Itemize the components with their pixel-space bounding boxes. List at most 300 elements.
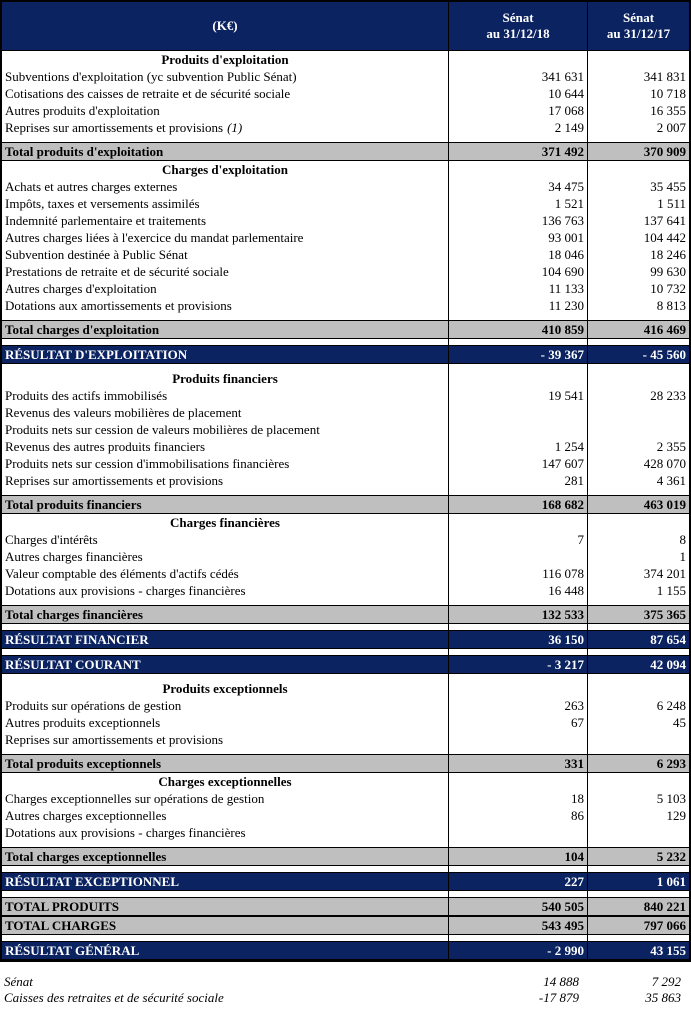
section-row	[2, 773, 689, 790]
row-label-text: Total charges exceptionnelles	[5, 849, 167, 864]
value-2017-text: 104 442	[643, 230, 686, 245]
row-label	[2, 339, 448, 345]
value-2017-text: 28 233	[650, 388, 686, 403]
value-2018-text: 116 078	[542, 566, 584, 581]
value-2017	[587, 496, 689, 513]
value-2017-text: 5 103	[656, 791, 686, 806]
row-label	[2, 143, 448, 160]
spacer-row	[2, 339, 689, 345]
value-2017	[587, 178, 689, 195]
value-2017	[587, 891, 689, 897]
spacer-row	[2, 489, 689, 495]
value-2018	[448, 339, 587, 345]
value-2017-text: 99 630	[650, 264, 686, 279]
value-2017	[587, 731, 689, 748]
value-2018	[448, 370, 587, 387]
value-2018-text: - 3 217	[547, 657, 584, 672]
row-label	[2, 346, 448, 363]
value-2018	[448, 841, 587, 847]
spacer-row	[2, 649, 689, 655]
value-2017	[587, 824, 689, 841]
row-label	[2, 161, 448, 178]
row-label-text: RÉSULTAT EXCEPTIONNEL	[5, 874, 179, 889]
data-row	[2, 455, 689, 472]
data-row	[2, 548, 689, 565]
row-label	[2, 531, 448, 548]
section-row	[2, 51, 689, 68]
row-label	[2, 773, 448, 790]
row-label	[2, 790, 448, 807]
footnote-row	[0, 990, 691, 1006]
value-2018	[448, 472, 587, 489]
value-2017	[587, 229, 689, 246]
value-2018	[448, 297, 587, 314]
col-2017-line2: au 31/12/17	[606, 26, 671, 41]
value-2018	[448, 85, 587, 102]
row-label	[2, 599, 448, 605]
spacer-row	[2, 624, 689, 630]
value-2017	[587, 773, 689, 790]
value-2018	[448, 824, 587, 841]
value-2018	[448, 195, 587, 212]
row-label-text: Valeur comptable des éléments d'actifs cédés	[5, 566, 239, 581]
value-2017-text: 16 355	[650, 103, 686, 118]
value-2018-text: 18	[571, 791, 584, 806]
value-2018-text: 341 631	[541, 69, 584, 84]
value-2017-text: 374 201	[643, 566, 686, 581]
row-label	[2, 748, 448, 754]
value-2018	[448, 773, 587, 790]
value-2017	[587, 136, 689, 142]
row-label-text: Prestations de retraite et de sécurité sociale	[5, 264, 229, 279]
data-row	[2, 263, 689, 280]
row-label-text: Autres charges financières	[5, 549, 143, 564]
section-row	[2, 514, 689, 531]
value-2018-text: 104	[564, 849, 584, 864]
footnotes	[0, 974, 691, 1006]
row-label-text: Dotations aux provisions - charges financières	[5, 583, 246, 598]
value-2018	[448, 421, 587, 438]
row-label	[2, 136, 448, 142]
value-2018	[448, 606, 587, 623]
row-label-text: Produits nets sur cession de valeurs mobilières de placement	[5, 422, 320, 437]
row-label	[2, 680, 448, 697]
value-2017	[587, 421, 689, 438]
value-2018	[448, 680, 587, 697]
value-2017	[587, 599, 689, 605]
value-2017-text: 5 232	[656, 849, 686, 864]
value-2017	[587, 848, 689, 865]
row-label-text: Charges exceptionnelles	[158, 774, 292, 789]
data-row	[2, 387, 689, 404]
row-label-text: RÉSULTAT D'EXPLOITATION	[5, 347, 188, 362]
value-2017	[587, 297, 689, 314]
value-2018-text: 104 690	[541, 264, 584, 279]
value-2017	[587, 102, 689, 119]
value-2018	[448, 631, 587, 648]
row-label-text: Total produits exceptionnels	[5, 756, 162, 771]
data-row	[2, 246, 689, 263]
value-2018	[448, 848, 587, 865]
value-2017	[587, 917, 689, 934]
value-2018	[448, 51, 587, 68]
row-label-text: Produits sur opérations de gestion	[5, 698, 182, 713]
value-2018	[448, 102, 587, 119]
value-2017	[587, 455, 689, 472]
spacer-row	[2, 866, 689, 872]
row-label-text: Produits financiers	[172, 371, 278, 386]
row-label-text: Charges financières	[170, 515, 280, 530]
value-2017	[587, 582, 689, 599]
value-2017-text: 428 070	[643, 456, 686, 471]
data-row	[2, 714, 689, 731]
value-2018-text: 86	[571, 808, 584, 823]
value-2018-text: 136 763	[541, 213, 584, 228]
row-label-text: Indemnité parlementaire et traitements	[5, 213, 207, 228]
row-label-text: Produits exceptionnels	[162, 681, 288, 696]
row-label-text: Subventions d'exploitation (yc subvention Public Sénat)	[5, 69, 297, 84]
data-row	[2, 85, 689, 102]
data-row	[2, 68, 689, 85]
section-row	[2, 680, 689, 697]
unit-label: (K€)	[212, 18, 238, 33]
total-row	[2, 897, 689, 916]
value-2018	[448, 321, 587, 338]
value-2018	[448, 68, 587, 85]
row-label-text: Total produits d'exploitation	[5, 144, 164, 159]
value-2018-text: 281	[564, 473, 584, 488]
value-2017	[587, 873, 689, 890]
row-label	[2, 387, 448, 404]
row-label	[2, 68, 448, 85]
value-2017-text: - 45 560	[642, 347, 686, 362]
row-label-text: Autres charges d'exploitation	[5, 281, 157, 296]
value-2017	[587, 565, 689, 582]
value-2018-text: 227	[564, 874, 584, 889]
value-2018	[448, 489, 587, 495]
result-row	[2, 941, 689, 960]
total-row	[2, 916, 689, 935]
row-label	[2, 314, 448, 320]
row-label-text: Autres charges liées à l'exercice du mandat parlementaire	[5, 230, 304, 245]
value-2018-text: 543 495	[541, 918, 584, 933]
value-2018	[448, 748, 587, 754]
row-label	[2, 548, 448, 565]
value-2017	[587, 489, 689, 495]
value-2017-text: 87 654	[650, 632, 686, 647]
row-label	[2, 404, 448, 421]
value-2017	[587, 472, 689, 489]
value-2017-text: 2 007	[656, 120, 686, 135]
value-2018	[448, 229, 587, 246]
row-label	[2, 438, 448, 455]
value-2018	[448, 731, 587, 748]
row-label	[2, 631, 448, 648]
row-label	[2, 866, 448, 872]
value-2018-text: 7	[577, 532, 584, 547]
value-2018-text: 2 149	[554, 120, 584, 135]
data-row	[2, 421, 689, 438]
value-2017	[587, 790, 689, 807]
data-row	[2, 404, 689, 421]
value-2018	[448, 697, 587, 714]
data-row	[2, 731, 689, 748]
value-2018	[448, 935, 587, 941]
value-2018-text: 36 150	[548, 632, 584, 647]
row-label-text: Dotations aux amortissements et provisions	[5, 298, 232, 313]
row-label	[2, 370, 448, 387]
value-2017-text: 8	[679, 532, 686, 547]
value-2018-text: 17 068	[548, 103, 584, 118]
data-row	[2, 102, 689, 119]
row-label-text: RÉSULTAT GÉNÉRAL	[5, 943, 140, 958]
value-2017	[587, 697, 689, 714]
value-2018-text: 540 505	[541, 899, 584, 914]
data-row	[2, 582, 689, 599]
data-row	[2, 472, 689, 489]
row-label	[2, 85, 448, 102]
row-label	[2, 697, 448, 714]
value-2018	[448, 280, 587, 297]
row-label	[2, 195, 448, 212]
row-label-text: Total charges financières	[5, 607, 143, 622]
row-label	[2, 824, 448, 841]
value-2017-text: 137 641	[643, 213, 686, 228]
footnote-label: Caisses des retraites et de sécurité sociale	[4, 990, 224, 1005]
value-2018	[448, 755, 587, 772]
value-2017	[587, 404, 689, 421]
value-2017-text: 10 718	[650, 86, 686, 101]
col-2018-line1: Sénat	[502, 10, 534, 25]
value-2017	[587, 942, 689, 959]
row-label-text: Subvention destinée à Public Sénat	[5, 247, 188, 262]
value-2017	[587, 748, 689, 754]
value-2018	[448, 246, 587, 263]
value-2017	[587, 246, 689, 263]
footnote-value-2017: 35 863	[645, 990, 681, 1005]
value-2017	[587, 531, 689, 548]
row-label	[2, 514, 448, 531]
row-label	[2, 472, 448, 489]
section-row	[2, 370, 689, 387]
row-label	[2, 898, 448, 915]
value-2017	[587, 263, 689, 280]
value-2018-text: 371 492	[541, 144, 584, 159]
data-row	[2, 438, 689, 455]
value-2017	[587, 339, 689, 345]
value-2017-text: 8 813	[656, 298, 686, 313]
value-2018-text: 1 521	[554, 196, 584, 211]
value-2018-text: 19 541	[548, 388, 584, 403]
result-row	[2, 345, 689, 364]
value-2017-text: 45	[673, 715, 686, 730]
row-label	[2, 917, 448, 934]
row-label	[2, 606, 448, 623]
footnote-value-2018: -17 879	[538, 990, 579, 1005]
value-2017	[587, 514, 689, 531]
value-2018	[448, 649, 587, 655]
value-2017	[587, 387, 689, 404]
spacer-row	[2, 599, 689, 605]
row-label	[2, 935, 448, 941]
total-row	[2, 847, 689, 866]
total-row	[2, 605, 689, 624]
row-label-text: RÉSULTAT COURANT	[5, 657, 141, 672]
row-label	[2, 496, 448, 513]
table-header	[2, 2, 689, 51]
value-2018	[448, 387, 587, 404]
value-2017	[587, 68, 689, 85]
row-label-text: RÉSULTAT FINANCIER	[5, 632, 149, 647]
row-label-text: Impôts, taxes et versements assimilés	[5, 196, 200, 211]
row-label	[2, 565, 448, 582]
value-2018	[448, 263, 587, 280]
value-2017	[587, 143, 689, 160]
value-2018-text: 263	[564, 698, 584, 713]
spacer-row	[2, 935, 689, 941]
col-2018-line2: au 31/12/18	[486, 26, 550, 41]
row-label-text: Revenus des valeurs mobilières de placement	[5, 405, 242, 420]
row-label-text: Autres produits d'exploitation	[5, 103, 160, 118]
value-2017	[587, 714, 689, 731]
value-2017	[587, 548, 689, 565]
value-2017-text: 4 361	[656, 473, 686, 488]
value-2017-text: 1 155	[656, 583, 686, 598]
value-2017	[587, 119, 689, 136]
value-2017	[587, 656, 689, 673]
value-2017-text: 375 365	[643, 607, 686, 622]
value-2017-text: 10 732	[650, 281, 686, 296]
data-row	[2, 697, 689, 714]
row-label-text: TOTAL PRODUITS	[5, 899, 120, 914]
value-2017-text: 129	[666, 808, 686, 823]
row-label	[2, 178, 448, 195]
row-label-text: Revenus des autres produits financiers	[5, 439, 206, 454]
row-label	[2, 873, 448, 890]
value-2017	[587, 898, 689, 915]
total-row	[2, 495, 689, 514]
value-2018	[448, 790, 587, 807]
value-2017-text: 6 248	[656, 698, 686, 713]
value-2018	[448, 714, 587, 731]
total-row	[2, 320, 689, 339]
row-label	[2, 942, 448, 959]
value-2018	[448, 346, 587, 363]
row-label-text: Produits d'exploitation	[161, 52, 289, 67]
section-row	[2, 161, 689, 178]
row-label-text: Total produits financiers	[5, 497, 142, 512]
unit-header-cell	[2, 2, 448, 50]
footnote-value-2017: 7 292	[651, 974, 681, 989]
footnote-value-2018: 14 888	[543, 974, 579, 989]
row-label	[2, 649, 448, 655]
row-label	[2, 102, 448, 119]
value-2018	[448, 942, 587, 959]
value-2017-text: 18 246	[650, 247, 686, 262]
value-2018-text: - 2 990	[547, 943, 584, 958]
value-2017-text: 797 066	[643, 918, 686, 933]
row-label-text: Reprises sur amortissements et provisions	[5, 732, 224, 747]
row-label	[2, 714, 448, 731]
data-row	[2, 280, 689, 297]
row-label	[2, 51, 448, 68]
row-label-text: Charges d'exploitation	[161, 162, 289, 177]
data-row	[2, 790, 689, 807]
total-row	[2, 142, 689, 161]
row-label	[2, 246, 448, 263]
data-row	[2, 531, 689, 548]
value-2017-text: 463 019	[643, 497, 686, 512]
value-2018	[448, 314, 587, 320]
data-row	[2, 807, 689, 824]
value-2017	[587, 935, 689, 941]
value-2017-text: 1	[679, 549, 686, 564]
value-2018	[448, 178, 587, 195]
row-label	[2, 848, 448, 865]
value-2017	[587, 346, 689, 363]
value-2017	[587, 314, 689, 320]
row-label-text: Reprises sur amortissements et provisions	[5, 120, 224, 135]
spacer-row	[2, 891, 689, 897]
data-row	[2, 297, 689, 314]
value-2017	[587, 606, 689, 623]
value-2018-text: 93 001	[548, 230, 584, 245]
data-row	[2, 565, 689, 582]
value-2018	[448, 599, 587, 605]
value-2018-text: 331	[564, 756, 584, 771]
value-2018	[448, 873, 587, 890]
row-label-text: Cotisations des caisses de retraite et de sécurité sociale	[5, 86, 291, 101]
value-2018-text: 1 254	[554, 439, 584, 454]
value-2018-text: 132 533	[541, 607, 584, 622]
row-label	[2, 455, 448, 472]
value-2017-text: 840 221	[643, 899, 686, 914]
row-label-text: Produits nets sur cession d'immobilisations financières	[5, 456, 290, 471]
value-2017	[587, 321, 689, 338]
row-label-text: Total charges d'exploitation	[5, 322, 160, 337]
value-2018	[448, 582, 587, 599]
value-2017	[587, 161, 689, 178]
value-2017	[587, 195, 689, 212]
result-row	[2, 655, 689, 674]
result-row	[2, 630, 689, 649]
spacer-row	[2, 314, 689, 320]
value-2018	[448, 624, 587, 630]
footnote-label: Sénat	[4, 974, 33, 989]
value-2018	[448, 565, 587, 582]
value-2017	[587, 866, 689, 872]
result-row	[2, 872, 689, 891]
value-2018-text: 11 133	[548, 281, 584, 296]
value-2017-text: 1 061	[656, 874, 686, 889]
value-2018-text: 168 682	[541, 497, 584, 512]
data-row	[2, 229, 689, 246]
row-label	[2, 321, 448, 338]
row-label-text: Autres charges exceptionnelles	[5, 808, 167, 823]
col-2018-header	[448, 2, 587, 50]
value-2018	[448, 807, 587, 824]
value-2018-text: - 39 367	[540, 347, 584, 362]
footnote-ref: (1)	[227, 120, 243, 135]
value-2018	[448, 656, 587, 673]
row-label	[2, 229, 448, 246]
data-row	[2, 824, 689, 841]
row-label-text: Charges exceptionnelles sur opérations de gestion	[5, 791, 265, 806]
value-2017-text: 1 511	[657, 196, 686, 211]
value-2018-text: 34 475	[548, 179, 584, 194]
value-2017	[587, 680, 689, 697]
col-2017-header	[587, 2, 689, 50]
